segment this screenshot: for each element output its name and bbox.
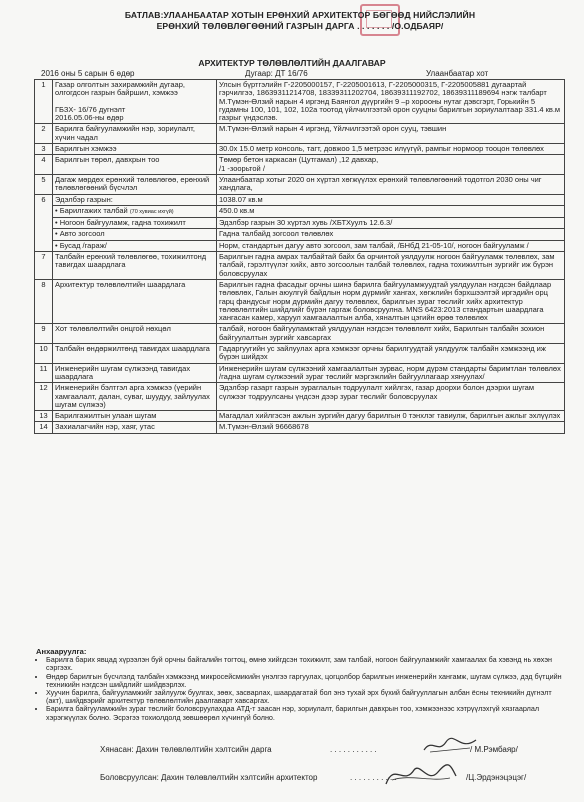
table-row xyxy=(35,229,565,240)
table-row xyxy=(35,155,565,175)
row-number: 5 xyxy=(35,174,53,194)
row-number: 13 xyxy=(35,411,53,422)
sub-item-text: Ногоон байгууламж, гадна тохижилт xyxy=(59,218,186,228)
document-city: Улаанбаатар хот xyxy=(426,69,489,78)
row-number: 9 xyxy=(35,324,53,344)
row-value: талбай, ногоон байгууламжтай уялдуулан нэгдсэн төлөвлөлт хийх, Барилгын талбайн зохион байгуулалтын зургийг хавсаргах xyxy=(217,324,565,344)
table-row xyxy=(35,344,565,364)
approval-line-1: БАТЛАВ:УЛААНБААТАР ХОТЫН ЕРӨНХИЙ АРХИТЕКТОР БӨГӨӨД НИЙСЛЭЛИЙН xyxy=(124,10,476,20)
row-label: Архитектур төлөвлөлтийн шаардлага xyxy=(53,279,217,323)
bullet: • xyxy=(55,205,60,215)
approval-line-2: ЕРӨНХИЙ ТӨЛӨВЛӨГӨӨНИЙ ГАЗРЫН ДАРГА . . . . . . . /О.ОДБАЯР/ xyxy=(156,21,444,31)
note-item: • Хуучин барилга, байгууламжийг зайлуулж буулгах, зөөх, засварлах, шаардагатай бол энэ тухай эрх бүхий байгууллагын албан ёсны техникийн дүгнэлт (акт), шийдвэрийг архитектур төлөвлөлтийн даалгаварт хавсаргах. xyxy=(46,689,566,705)
notes-list xyxy=(36,656,566,722)
sub-item-note: (70 хувиас ихгүй) xyxy=(129,208,174,215)
bullet: • xyxy=(55,240,60,250)
prepared-by-name: /Ц.Эрдэнэцэцэг/ xyxy=(466,773,527,782)
table-row xyxy=(35,144,565,155)
table-row xyxy=(35,252,565,280)
note-item: • Барилга байгууламжийн зураг төслийг боловсруулахдаа АТД-т заасан нэр, зориулалт, барилгын давхрын тоо, хэмжээнээс хэтрүүлэхгүй хязгаарлал хэрэгжүүлэх болно. Эсрэгээ тохиолдолд зөвшөөрөл хүчингүй болно. xyxy=(46,705,566,721)
table-row xyxy=(35,174,565,194)
row-value: Инженерийн шугам сүлжээний хамгаалалтын зурвас, норм дүрэм стандарты баримтлан төлөвлөх /гадна шугам сүлжээний зураг төслийг мэргэжлийн байгууллагаар хянуулах/ xyxy=(217,363,565,383)
table-row xyxy=(35,383,565,411)
row-number: 12 xyxy=(35,383,53,411)
row-value: М.Түмэн-Өлзий 96668678 xyxy=(217,422,565,433)
checked-by-dots: . . . . . . . . . . . xyxy=(330,745,377,754)
bullet: • xyxy=(55,229,60,239)
table-row xyxy=(35,324,565,344)
sub-item-value: Норм, стандартын дагуу авто зогсоол, зам талбай, /БНбД 21-05-10/, ногоон байгууламж / xyxy=(217,240,565,251)
row-number: 8 xyxy=(35,279,53,323)
row-value: Барилгын гадна фасадыг орчны шинэ барилга байгууламжуудтай уялдуулан нэгдсэн байдлаар төлөвлөх, Галын аюулгүй байдлын норм дүрмийг хангах, хөгжлийн бэрхшээлтэй иргэдийн орц гарц фандусыг норм дүрмийн дагуу төлөвлөх, барилгын зураг төслийг хийх архитектур төлөвлөлтийн шийдлийг бүрэн гаргаж боловсруулна. MNS 6423:2013 стандартын шаардлага хангасан камер, харуул хамгаалалтын алба, хяналтын цэгийн өрөө төлөвлөх xyxy=(217,279,565,323)
sub-item-label xyxy=(53,218,217,229)
row-label: Захиалагчийн нэр, хаяг, утас xyxy=(53,422,217,433)
prepared-by-dots: . . . . . . . . . . . xyxy=(350,773,397,782)
row-value: 30.0х 15.0 метр консоль, тагт, довжоо 1,5 метрээс илүүгүй, рампыг нормоор тооцон төлөвлөх xyxy=(217,144,565,155)
row-label: Газар олголтын захирамжийн дугаар, олгогдсон газрын байршил, хэмжээ ГБЗХ- 16/76 дугнэлт 2016.05.06-ны өдөр xyxy=(53,80,217,124)
sub-item-value: 450.0 кв.м xyxy=(217,205,565,217)
table-row xyxy=(35,363,565,383)
checked-by-name: / М.Рэмбаяр/ xyxy=(470,745,518,754)
note-item: • Барилга барих явцад хүрээлэн буй орчны байгалийн тогтоц, өмнө хийгдсэн тохижилт, зам талбай, ногоон байгууламжийг хамгаалах ба хэвэнд нь хөхэн сэргээх. xyxy=(46,656,566,672)
row-value: Эдэлбэр газарт газрын зураглалын тодруулалт хийлгэх, газар доорхи болон дээрхи шугам сүлжээг тодруулсаны үндсэн дээр зураг төслийг боловсруулах xyxy=(217,383,565,411)
sub-item-text: Барилгажих талбай xyxy=(59,205,128,215)
row-number: 10 xyxy=(35,344,53,364)
document-date: 2016 оны 5 сарын 6 өдөр xyxy=(41,69,135,78)
row-label: Барилгын хэмжээ xyxy=(53,144,217,155)
approval-header xyxy=(60,10,540,32)
row-value: Барилгын гадна амрах талбайтай байх ба орчинтой уялдуулж ногоон байгууламж төлөвлөх, зам талбай, гэрэлтүүлэг хийх, авто зогсоолын талбай төлөвлөх, гадна тохижилтын зургийг иж бүрэн боловсруулах xyxy=(217,252,565,280)
table-row xyxy=(35,422,565,433)
signature-mark-1 xyxy=(420,734,480,756)
table-row xyxy=(35,124,565,144)
checked-by-label: Хянасан: Дахин төлөвлөлтийн хэлтсийн дарга xyxy=(100,745,272,754)
row-label: Барилгажилтын улаан шугам xyxy=(53,411,217,422)
table-row xyxy=(35,205,565,217)
row-number: 1 xyxy=(35,80,53,124)
row-label: Дагаж мөрдөх ерөнхий төлөвлөгөө, ерөнхий төлөвлөгөөний бүсчлэл xyxy=(53,174,217,194)
row-label: Барилга байгууламжийн нэр, зориулалт, хүчин чадал xyxy=(53,124,217,144)
row-number: 14 xyxy=(35,422,53,433)
sub-item-value: Эдэлбэр газрын 30 хүртэл хувь /ХБТХуулъ 12.6.3/ xyxy=(217,218,565,229)
table-row xyxy=(35,279,565,323)
row-value: Улаанбаатар хотыг 2020 он хүртэл хөгжүүлэх ерөнхий төлөвлөгөөний тодотгол 2030 оны чиг хандлага, xyxy=(217,174,565,194)
row-number: 7 xyxy=(35,252,53,280)
sub-item-label xyxy=(53,229,217,240)
row-number: 2 xyxy=(35,124,53,144)
row-value: Гадаргуугийн ус зайлуулах арга хэмжээг орчны барилгуудтай уялдуулж талбайн хэмжээнд иж бүрэн шийдэх xyxy=(217,344,565,364)
sub-item-label xyxy=(53,205,217,217)
sub-item-text: Авто зогсоол xyxy=(59,229,105,239)
land-area-label: Эдэлбэр газрын: xyxy=(53,194,217,205)
row-number: 3 xyxy=(35,144,53,155)
row-number: 11 xyxy=(35,363,53,383)
sub-item-label xyxy=(53,240,217,251)
document-number: Дугаар: ДТ 16/76 xyxy=(245,69,308,78)
table-row xyxy=(35,240,565,251)
land-area-value: 1038.07 кв.м xyxy=(217,194,565,205)
note-item: • Өндөр барилгын бүсчлэлд талбайн хэмжээнд микросейсмикийн үнэлгээ гаргуулах, цогцолбор барилгын инженерийн хангамж, шугам сүлжээ, дэд бүтцийн техникийн нэгдсэн шийдлийг шийдвэрлэх. xyxy=(46,673,566,689)
table-row xyxy=(35,194,565,205)
row-label: Талбайн өндөржилтөнд тавигдах шаардлага xyxy=(53,344,217,364)
table-row xyxy=(35,80,565,124)
row-label: Хот төлөвлөлтийн онцгой нөхцөл xyxy=(53,324,217,344)
row-number: 6 xyxy=(35,194,53,251)
table-row xyxy=(35,218,565,229)
signature-mark-2 xyxy=(380,760,460,790)
row-number: 4 xyxy=(35,155,53,175)
prepared-by-label: Боловсруулсан: Дахин төлөвлөлтийн хэлтсийн архитектор xyxy=(100,773,318,782)
document-title: АРХИТЕКТУР ТӨЛӨВЛӨЛТИЙН ДААЛГАВАР xyxy=(198,58,386,68)
sub-item-text: Бусад /гараж/ xyxy=(59,240,107,250)
row-label: Талбайн ерөнхий төлөвлөгөө, тохижилтонд тавигдах шаардлага xyxy=(53,252,217,280)
row-value: Төмөр бетон каркасан (Цутгамал) ,12 давхар, /1 -зоорьтой / xyxy=(217,155,565,175)
row-value: М.Түмэн-Өлзий нарын 4 иргэнд, Үйлчилгээтэй орон сууц, тэвшин xyxy=(217,124,565,144)
notes-heading: Анхааруулга: xyxy=(36,647,87,656)
assignment-table xyxy=(34,79,565,434)
notes-section xyxy=(36,648,566,722)
row-label: Инженерийн бэлтгэл арга хэмжээ (үерийн хамгаалалт, далан, суваг, шуудуу, зайлуулах шугам сүлжээ) xyxy=(53,383,217,411)
bullet: • xyxy=(55,218,60,228)
row-label: Инженерийн шугам сүлжээнд тавигдах шаардлага xyxy=(53,363,217,383)
row-label: Барилгын төрөл, давхрын тоо xyxy=(53,155,217,175)
row-value: Магадлал хийлгэсэн ажлын зургийн дагуу барилгын 0 тэнхлэг тавиулж, барилгын ажлыг эхлүүлэх xyxy=(217,411,565,422)
table-row xyxy=(35,411,565,422)
row-value: Улсын бүртгэлийн Г-2205000157, Г-2205001613, Г-2205000315, Г-2205005881 дугаартай гэрчилгээ, 18639311214708, 18339311202704, 18639311192702, 18639311189694 нэгж талбарт М.Түмэн-Өлзий нарын 4 иргэнд Баянгол дүүргийн 9 –р хорооны нутаг дэвсгэрт, Горькийн 5 гудамны 100, 101, 102, 102а тоотод үйлчилгээтэй орон сууцны барилгын зориулалтаар 331.4 кв.м газрыг үндэслэв. xyxy=(217,80,565,124)
sub-item-value: Гадна талбайд зогсоол төлөвлөх xyxy=(217,229,565,240)
